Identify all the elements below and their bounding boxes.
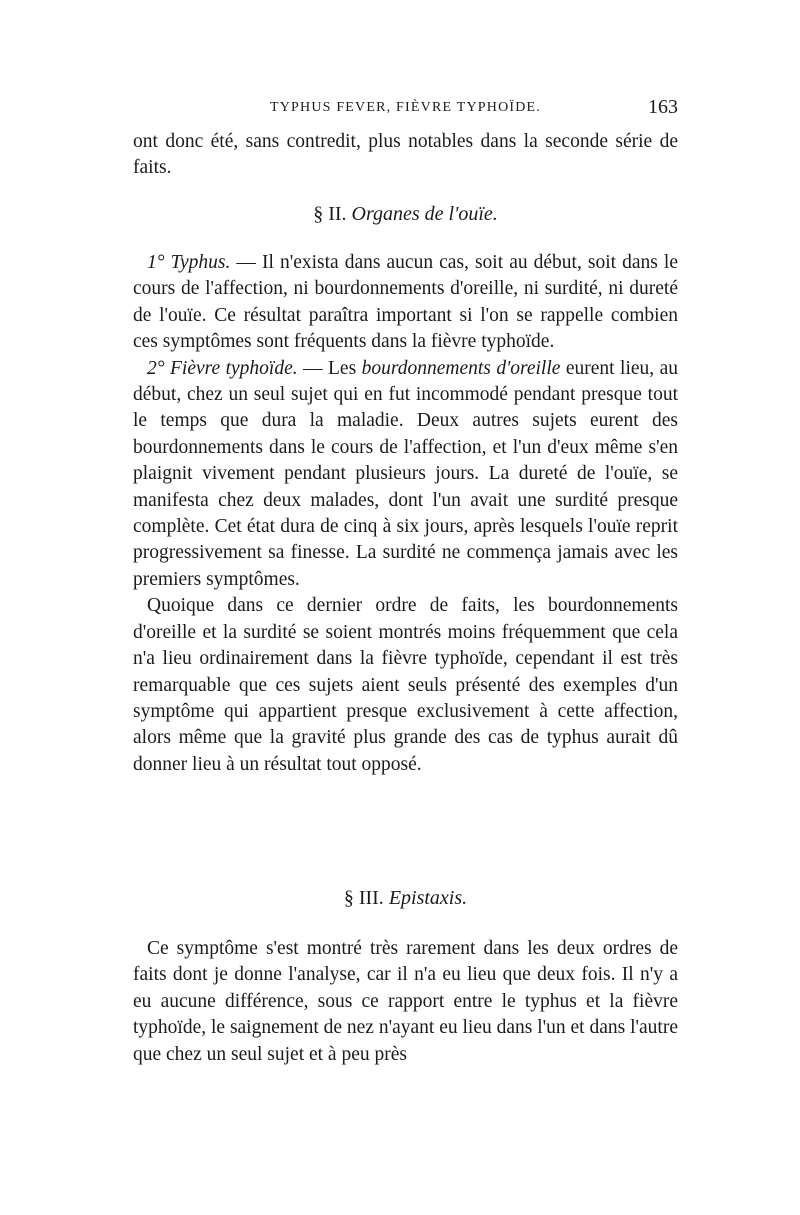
fievre-typhoide-paragraph (133, 356, 678, 594)
typhus-label: 1° Typhus. (147, 252, 231, 273)
intro-paragraph: ont donc été, sans contredit, plus notables dans la seconde série de faits. (133, 131, 678, 179)
running-title: TYPHUS FEVER, FIÈVRE TYPHOÏDE. (269, 100, 542, 115)
typhus-text: — Il n'exista dans aucun cas, soit au début, soit dans le cours de l'affection, ni bourdonnements d'oreille, ni surdité, ni dureté de l'ouïe. Ce résultat paraîtra important si l'on se rappelle combien ces symptômes sont fréquents dans la fièvre typhoïde. (133, 252, 678, 353)
fievre-typhoide-label: 2° Fièvre typhoïde. (147, 357, 298, 379)
section-3-body (133, 936, 678, 1068)
section-3-heading (133, 887, 678, 910)
running-head (133, 96, 678, 120)
section-2-body (133, 250, 678, 778)
bourdonnements-term: bourdonnements d'oreille (361, 357, 561, 379)
fievre-typhoide-dash: — Les (297, 357, 362, 379)
section-3-number: § III. (343, 887, 384, 909)
fievre-typhoide-text: eurent lieu, au début, chez un seul sujet qui en fut incommodé pendant presque tout le temps que dura la maladie. Deux autres sujets eurent des bourdonnements dans le cours de l'affection, et l'un d'eux même s'en plaignit vivement pendant plusieurs jours. La dureté de l'ouïe, se manifesta chez deux malades, dont l'un avait une surdité presque complète. Cet état dura de cinq à six jours, après lesquels l'ouïe reprit progressivement sa finesse. La surdité ne commença jamais avec les premiers symptômes. (133, 357, 678, 590)
typhus-paragraph (133, 250, 678, 356)
section-3-title: Epistaxis. (388, 887, 468, 909)
section-2-heading (133, 203, 678, 226)
epistaxis-paragraph: Ce symptôme s'est montré très rarement dans les deux ordres de faits dont je donne l'analyse, car il n'a eu lieu que deux fois. Il n'y a eu aucune différence, sous ce rapport entre le typhus et la fièvre typhoïde, le saignement de nez n'ayant eu lieu dans l'un et dans l'autre que chez un seul sujet et à peu près (133, 938, 678, 1065)
quoique-paragraph: Quoique dans ce dernier ordre de faits, les bourdonnements d'oreille et la surdité se soient montrés moins fréquemment que cela n'a lieu ordinairement dans la fièvre typhoïde, cependant il est très remarquable que ces sujets aient seuls présenté des exemples d'un symptôme qui appartient presque exclusivement à cette affection, alors même que la gravité plus grande des cas de typhus aurait dû donner lieu à un résultat tout opposé. (133, 595, 678, 775)
intro-paragraph-block (133, 129, 678, 182)
page-number: 163 (648, 96, 678, 118)
section-2-title: Organes de l'ouïe. (351, 203, 498, 225)
section-2-number: § II. (313, 203, 347, 225)
